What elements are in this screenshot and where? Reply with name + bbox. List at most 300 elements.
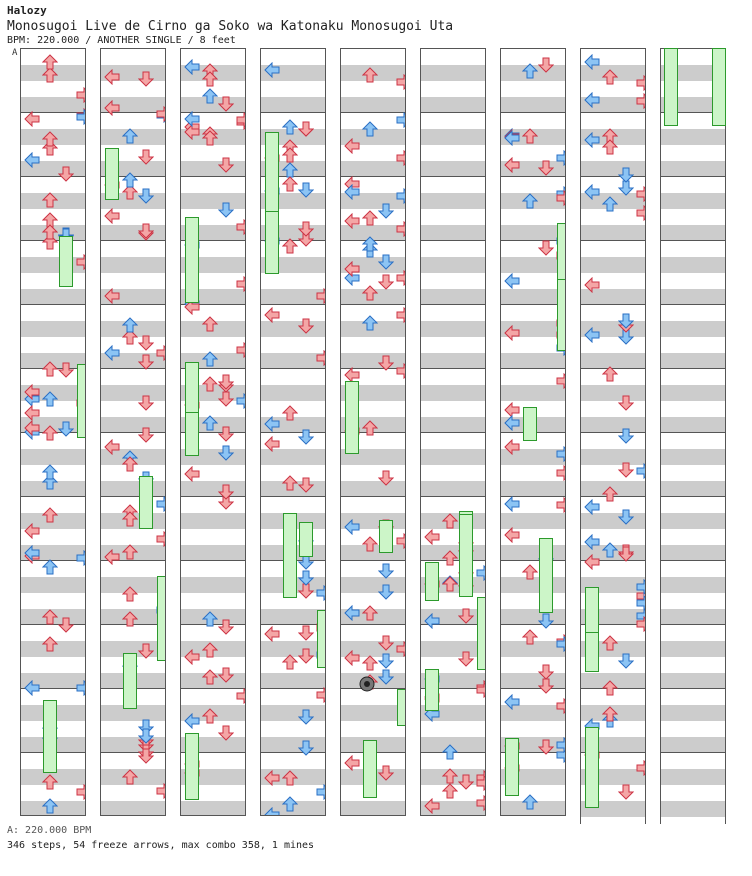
measure-line <box>341 496 405 497</box>
arrow-up-icon <box>378 669 394 685</box>
measure-line <box>661 624 725 625</box>
arrow-down-icon <box>362 420 378 436</box>
arrow-left-icon <box>184 649 200 665</box>
arrow-left-icon <box>264 626 280 642</box>
arrow-down-icon <box>442 783 458 799</box>
arrow-down-icon <box>42 774 58 790</box>
freeze-arrow <box>557 279 566 351</box>
arrow-right-icon <box>556 150 566 166</box>
arrow-right-icon <box>316 585 326 601</box>
arrow-down-icon <box>522 794 538 810</box>
arrow-right-icon <box>156 783 166 799</box>
stats-footer: 346 steps, 54 freeze arrows, max combo 358, 1 mines <box>7 840 315 851</box>
measure-line <box>581 304 645 305</box>
arrow-down-icon <box>202 88 218 104</box>
arrow-left-icon <box>104 439 120 455</box>
arrow-right-icon <box>76 254 86 270</box>
arrow-right-icon <box>396 188 406 204</box>
arrow-left-icon <box>24 420 40 436</box>
arrow-up-icon <box>618 462 634 478</box>
arrow-left-icon <box>584 327 600 343</box>
arrow-down-icon <box>202 130 218 146</box>
measure-line <box>421 496 485 497</box>
arrow-right-icon <box>236 219 246 235</box>
measure-line <box>181 176 245 177</box>
arrow-left-icon <box>24 545 40 561</box>
arrow-left-icon <box>504 527 520 543</box>
measure-line <box>261 368 325 369</box>
arrow-right-icon <box>156 531 166 547</box>
arrow-down-icon <box>522 629 538 645</box>
freeze-arrow <box>185 217 199 303</box>
arrow-up-icon <box>138 223 154 239</box>
arrow-left-icon <box>104 549 120 565</box>
chart-column <box>500 48 566 816</box>
arrow-down-icon <box>42 464 58 480</box>
freeze-arrow <box>59 236 73 287</box>
arrow-down-icon <box>442 550 458 566</box>
arrow-left-icon <box>104 69 120 85</box>
arrow-up-icon <box>58 421 74 437</box>
arrow-left-icon <box>584 499 600 515</box>
measure-line <box>261 112 325 113</box>
arrow-down-icon <box>602 635 618 651</box>
measure-line <box>261 432 325 433</box>
bpm-footer: A: 220.000 BPM <box>7 825 92 836</box>
song-title: Monosugoi Live de Cirno ga Soko wa Katonaku Monosugoi Uta <box>7 19 454 34</box>
arrow-up-icon <box>298 740 314 756</box>
arrow-right-icon <box>396 150 406 166</box>
measure-line <box>661 688 725 689</box>
arrow-right-icon <box>556 465 566 481</box>
arrow-right-icon <box>316 687 326 703</box>
measure-line <box>421 112 485 113</box>
freeze-arrow <box>363 740 377 798</box>
arrow-left-icon <box>184 111 200 127</box>
arrow-up-icon <box>298 182 314 198</box>
arrow-down-icon <box>362 605 378 621</box>
arrow-left-icon <box>184 59 200 75</box>
chart-column <box>100 48 166 816</box>
arrow-down-icon <box>282 796 298 812</box>
arrow-left-icon <box>344 605 360 621</box>
chart-column <box>340 48 406 816</box>
arrow-right-icon <box>156 345 166 361</box>
arrow-left-icon <box>504 130 520 146</box>
arrow-right-icon <box>156 106 166 122</box>
chart-column <box>20 48 86 816</box>
freeze-arrow <box>299 522 313 557</box>
arrow-up-icon <box>218 96 234 112</box>
arrow-left-icon <box>504 415 520 431</box>
arrow-left-icon <box>264 770 280 786</box>
freeze-arrow <box>77 364 86 438</box>
arrow-down-icon <box>202 611 218 627</box>
arrow-up-icon <box>538 678 554 694</box>
arrow-right-icon <box>396 270 406 286</box>
chart-column <box>420 48 486 816</box>
arrow-up-icon <box>538 739 554 755</box>
freeze-arrow <box>539 538 553 613</box>
measure-line <box>661 752 725 753</box>
arrow-down-icon <box>42 559 58 575</box>
arrow-down-icon <box>362 655 378 671</box>
measure-line <box>501 368 565 369</box>
arrow-up-icon <box>298 429 314 445</box>
arrow-up-icon <box>378 274 394 290</box>
freeze-arrow <box>397 689 406 726</box>
measure-line <box>101 304 165 305</box>
arrow-up-icon <box>58 617 74 633</box>
arrow-up-icon <box>218 157 234 173</box>
arrow-left-icon <box>424 613 440 629</box>
arrow-right-icon <box>636 579 646 595</box>
arrow-down-icon <box>602 196 618 212</box>
arrow-right-icon <box>396 74 406 90</box>
freeze-arrow <box>265 132 279 212</box>
arrow-down-icon <box>122 769 138 785</box>
arrow-down-icon <box>282 238 298 254</box>
arrow-up-icon <box>298 570 314 586</box>
arrow-up-icon <box>618 784 634 800</box>
arrow-up-icon <box>378 635 394 651</box>
arrow-down-icon <box>282 405 298 421</box>
arrow-down-icon <box>602 139 618 155</box>
arrow-right-icon <box>636 93 646 109</box>
arrow-down-icon <box>202 415 218 431</box>
measure-line <box>261 304 325 305</box>
arrow-right-icon <box>236 112 246 128</box>
arrow-down-icon <box>362 236 378 252</box>
arrow-left-icon <box>24 680 40 696</box>
arrow-left-icon <box>344 138 360 154</box>
arrow-down-icon <box>122 128 138 144</box>
chart-column <box>260 48 326 816</box>
arrow-down-icon <box>42 425 58 441</box>
artist-name: Halozy <box>7 4 47 17</box>
arrow-right-icon <box>556 737 566 753</box>
arrow-up-icon <box>618 167 634 183</box>
chart-column <box>660 48 726 824</box>
arrow-left-icon <box>504 273 520 289</box>
arrow-up-icon <box>218 484 234 500</box>
arrow-left-icon <box>24 384 40 400</box>
arrow-left-icon <box>584 554 600 570</box>
measure-line <box>101 432 165 433</box>
arrow-up-icon <box>138 354 154 370</box>
arrow-down-icon <box>42 131 58 147</box>
arrow-left-icon <box>344 261 360 277</box>
arrow-up-icon <box>138 335 154 351</box>
arrow-up-icon <box>138 748 154 764</box>
arrow-down-icon <box>362 315 378 331</box>
freeze-arrow <box>283 513 297 598</box>
arrow-right-icon <box>236 393 246 409</box>
measure-line <box>21 496 85 497</box>
measure-line <box>581 112 645 113</box>
arrow-left-icon <box>104 208 120 224</box>
arrow-left-icon <box>584 534 600 550</box>
arrow-left-icon <box>24 111 40 127</box>
measure-line <box>101 368 165 369</box>
arrow-down-icon <box>602 680 618 696</box>
arrow-right-icon <box>556 497 566 513</box>
measure-line <box>261 496 325 497</box>
measure-line <box>661 560 725 561</box>
measure-line <box>341 304 405 305</box>
arrow-down-icon <box>122 456 138 472</box>
arrow-right-icon <box>76 109 86 125</box>
arrow-up-icon <box>378 563 394 579</box>
arrow-up-icon <box>138 188 154 204</box>
arrow-down-icon <box>42 609 58 625</box>
freeze-arrow <box>345 381 359 454</box>
arrow-up-icon <box>378 355 394 371</box>
arrow-up-icon <box>298 221 314 237</box>
arrow-left-icon <box>504 496 520 512</box>
arrow-up-icon <box>538 240 554 256</box>
arrow-up-icon <box>138 643 154 659</box>
arrow-up-icon <box>298 625 314 641</box>
measure-line <box>21 176 85 177</box>
arrow-down-icon <box>42 224 58 240</box>
arrow-up-icon <box>458 608 474 624</box>
arrow-left-icon <box>104 345 120 361</box>
measure-line <box>261 752 325 753</box>
arrow-right-icon <box>236 276 246 292</box>
arrow-down-icon <box>442 744 458 760</box>
arrow-up-icon <box>218 725 234 741</box>
arrow-down-icon <box>442 576 458 592</box>
arrow-right-icon <box>556 373 566 389</box>
arrow-right-icon <box>476 775 486 791</box>
measure-line <box>101 240 165 241</box>
arrow-right-icon <box>396 363 406 379</box>
measure-line <box>661 368 725 369</box>
measure-line <box>341 560 405 561</box>
arrow-down-icon <box>202 316 218 332</box>
arrow-down-icon <box>602 366 618 382</box>
arrow-up-icon <box>298 648 314 664</box>
freeze-arrow <box>585 727 599 808</box>
arrow-right-icon <box>316 350 326 366</box>
measure-line <box>421 240 485 241</box>
arrow-down-icon <box>442 768 458 784</box>
arrow-up-icon <box>378 470 394 486</box>
measure-line <box>501 112 565 113</box>
measure-line <box>661 240 725 241</box>
arrow-down-icon <box>602 486 618 502</box>
arrow-right-icon <box>316 288 326 304</box>
arrow-up-icon <box>58 362 74 378</box>
measure-line <box>661 176 725 177</box>
freeze-arrow <box>157 576 166 661</box>
arrow-left-icon <box>424 529 440 545</box>
freeze-arrow <box>505 738 519 796</box>
arrow-up-icon <box>378 203 394 219</box>
arrow-right-icon <box>76 550 86 566</box>
arrow-left-icon <box>584 132 600 148</box>
arrow-up-icon <box>378 653 394 669</box>
arrow-left-icon <box>264 436 280 452</box>
arrow-right-icon <box>396 307 406 323</box>
freeze-arrow <box>425 562 439 601</box>
freeze-arrow <box>585 632 599 672</box>
arrow-left-icon <box>264 807 280 816</box>
arrow-up-icon <box>618 546 634 562</box>
arrow-up-icon <box>298 477 314 493</box>
freeze-arrow <box>185 362 199 414</box>
freeze-arrow <box>379 520 393 553</box>
measure-line <box>661 496 725 497</box>
freeze-arrow <box>523 407 537 441</box>
arrow-left-icon <box>264 416 280 432</box>
freeze-arrow <box>425 669 439 711</box>
arrow-up-icon <box>538 160 554 176</box>
arrow-left-icon <box>344 184 360 200</box>
arrow-right-icon <box>156 496 166 512</box>
measure-line <box>181 496 245 497</box>
arrow-left-icon <box>504 439 520 455</box>
arrow-up-icon <box>138 71 154 87</box>
mine-icon <box>359 676 375 692</box>
arrow-up-icon <box>458 651 474 667</box>
arrow-right-icon <box>636 616 646 632</box>
arrow-left-icon <box>104 288 120 304</box>
arrow-up-icon <box>618 313 634 329</box>
freeze-arrow <box>477 597 486 670</box>
arrow-left-icon <box>24 405 40 421</box>
arrow-up-icon <box>618 428 634 444</box>
arrow-down-icon <box>202 376 218 392</box>
arrow-right-icon <box>236 342 246 358</box>
arrow-down-icon <box>42 54 58 70</box>
arrow-up-icon <box>378 584 394 600</box>
arrow-left-icon <box>504 325 520 341</box>
arrow-left-icon <box>584 54 600 70</box>
arrow-left-icon <box>344 519 360 535</box>
arrow-left-icon <box>24 152 40 168</box>
measure-line <box>421 176 485 177</box>
arrow-down-icon <box>42 636 58 652</box>
arrow-right-icon <box>76 784 86 800</box>
arrow-up-icon <box>458 774 474 790</box>
arrow-left-icon <box>184 713 200 729</box>
arrow-left-icon <box>344 213 360 229</box>
arrow-right-icon <box>476 565 486 581</box>
arrow-down-icon <box>362 536 378 552</box>
freeze-arrow <box>185 412 199 456</box>
arrow-up-icon <box>538 613 554 629</box>
measure-line <box>501 176 565 177</box>
freeze-arrow <box>43 700 57 773</box>
arrow-left-icon <box>104 100 120 116</box>
arrow-right-icon <box>76 87 86 103</box>
freeze-arrow <box>712 48 726 126</box>
arrow-up-icon <box>298 121 314 137</box>
arrow-down-icon <box>202 708 218 724</box>
measure-line <box>501 560 565 561</box>
arrow-down-icon <box>42 391 58 407</box>
arrow-right-icon <box>636 205 646 221</box>
arrow-right-icon <box>396 112 406 128</box>
measure-line <box>421 304 485 305</box>
measure-line <box>581 240 645 241</box>
arrow-up-icon <box>218 445 234 461</box>
arrow-down-icon <box>602 706 618 722</box>
measure-line <box>421 432 485 433</box>
arrow-up-icon <box>298 318 314 334</box>
freeze-arrow <box>139 476 153 529</box>
arrow-right-icon <box>556 698 566 714</box>
arrow-left-icon <box>184 466 200 482</box>
freeze-arrow <box>105 148 119 200</box>
arrow-down-icon <box>602 69 618 85</box>
arrow-down-icon <box>202 669 218 685</box>
arrow-up-icon <box>298 709 314 725</box>
arrow-up-icon <box>138 427 154 443</box>
arrow-up-icon <box>218 374 234 390</box>
arrow-left-icon <box>344 755 360 771</box>
arrow-down-icon <box>362 210 378 226</box>
arrow-down-icon <box>122 317 138 333</box>
chart-info: BPM: 220.000 / ANOTHER SINGLE / 8 feet <box>7 35 236 46</box>
measure-line <box>661 304 725 305</box>
arrow-right-icon <box>76 680 86 696</box>
measure-line <box>581 176 645 177</box>
freeze-arrow <box>317 610 326 668</box>
arrow-down-icon <box>522 193 538 209</box>
arrow-down-icon <box>122 611 138 627</box>
measure-line <box>661 432 725 433</box>
arrow-down-icon <box>282 654 298 670</box>
arrow-down-icon <box>282 176 298 192</box>
arrow-down-icon <box>522 564 538 580</box>
arrow-down-icon <box>122 172 138 188</box>
freeze-arrow <box>123 653 137 709</box>
freeze-arrow <box>459 514 473 597</box>
measure-line <box>501 304 565 305</box>
arrow-left-icon <box>584 277 600 293</box>
arrow-left-icon <box>344 650 360 666</box>
arrow-down-icon <box>442 513 458 529</box>
arrow-up-icon <box>218 426 234 442</box>
arrow-up-icon <box>218 391 234 407</box>
measure-line <box>341 624 405 625</box>
arrow-left-icon <box>424 798 440 814</box>
arrow-down-icon <box>42 507 58 523</box>
arrow-left-icon <box>584 184 600 200</box>
arrow-down-icon <box>522 128 538 144</box>
arrow-right-icon <box>556 190 566 206</box>
chart-column <box>180 48 246 816</box>
arrow-right-icon <box>396 221 406 237</box>
arrow-down-icon <box>202 351 218 367</box>
arrow-left-icon <box>264 307 280 323</box>
arrow-left-icon <box>584 92 600 108</box>
arrow-up-icon <box>138 149 154 165</box>
arrow-down-icon <box>42 361 58 377</box>
arrow-down-icon <box>282 770 298 786</box>
chart-column <box>580 48 646 824</box>
arrow-left-icon <box>264 62 280 78</box>
arrow-down-icon <box>282 147 298 163</box>
arrow-down-icon <box>282 119 298 135</box>
arrow-up-icon <box>538 57 554 73</box>
arrow-right-icon <box>636 75 646 91</box>
arrow-right-icon <box>236 688 246 704</box>
arrow-right-icon <box>636 760 646 776</box>
